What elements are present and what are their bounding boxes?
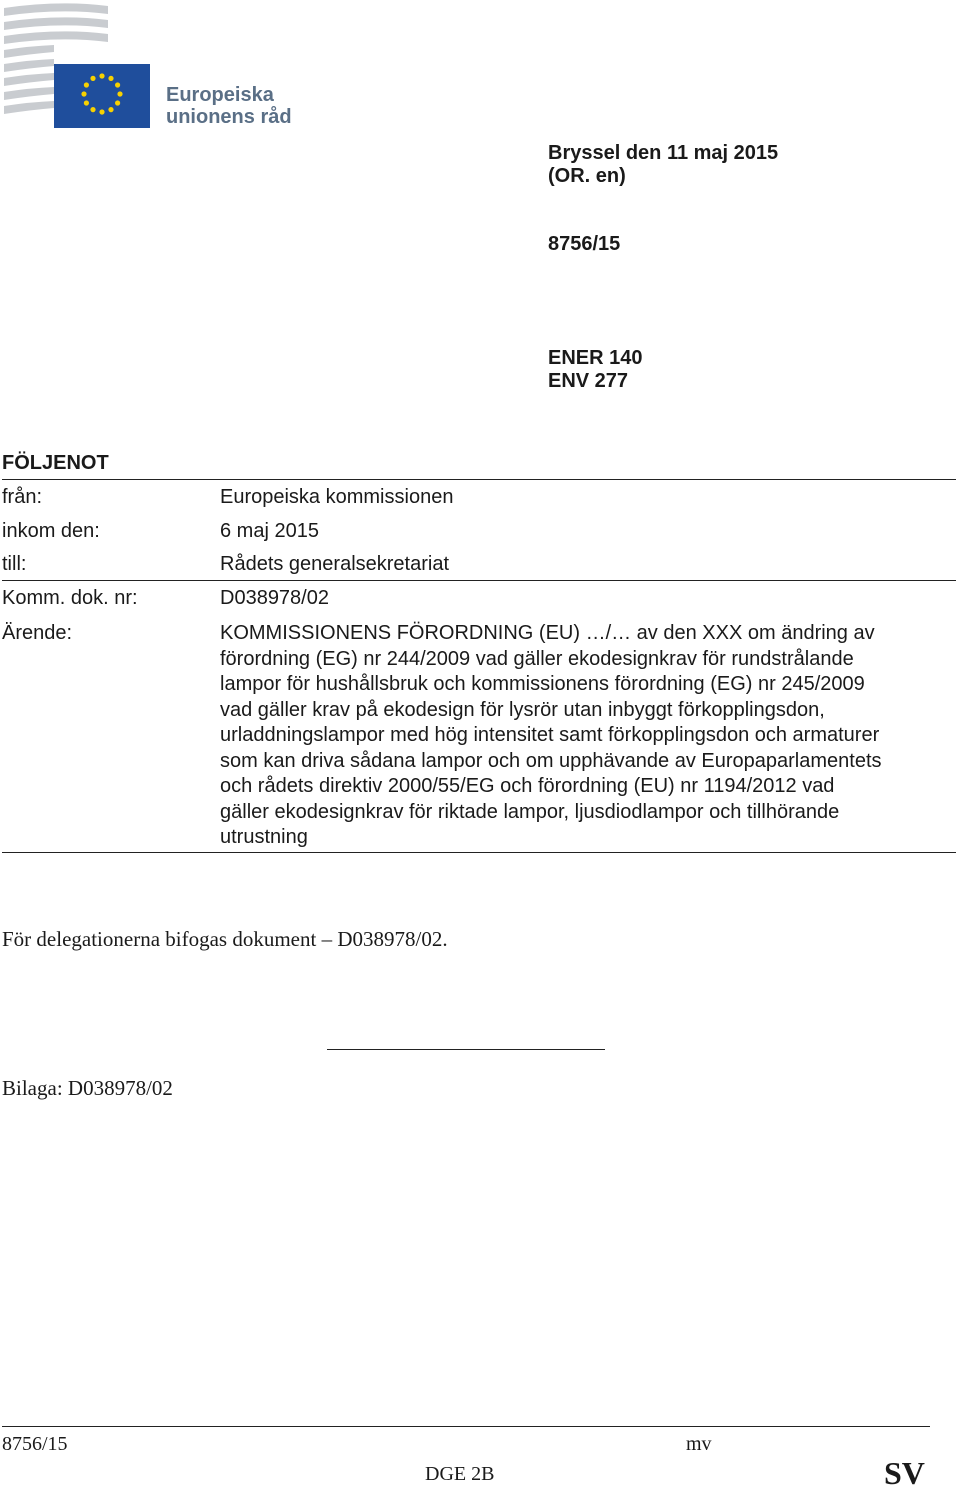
doc-number: 8756/15	[548, 233, 621, 255]
subject-line: förordning (EG) nr 244/2009 vad gäller ekodesignkrav för rundstrålande	[220, 647, 854, 670]
body-statement: För delegationerna bifogas dokument – D038978/02.	[2, 927, 448, 951]
field-value-received: 6 maj 2015	[220, 520, 319, 542]
logo-line-1: Europeiska	[166, 84, 274, 106]
code-ener: ENER 140	[548, 347, 643, 369]
field-value-to: Rådets generalsekretariat	[220, 553, 450, 575]
subject-line: KOMMISSIONENS FÖRORDNING (EU) …/… av den XXX om ändring av	[220, 622, 875, 644]
subject-text	[220, 621, 956, 851]
subject-line: som kan driva sådana lampor och om upphävande av Europaparlamentets	[220, 749, 882, 772]
council-logo	[0, 0, 320, 140]
footer-initials: mv	[686, 1433, 712, 1455]
place-date-block	[548, 142, 778, 188]
field-label-to: till:	[2, 553, 27, 575]
subject-line: lampor för hushållsbruk och kommissionens förordning (EG) nr 245/2009	[220, 673, 865, 695]
subject-line: utrustning	[220, 826, 308, 848]
subject-line: vad gäller krav på ekodesign för lysrör utan inbyggt förkopplingsdon,	[220, 698, 825, 721]
field-label-received: inkom den:	[2, 520, 100, 542]
footer-department: DGE 2B	[425, 1463, 495, 1485]
divider-middle	[2, 580, 956, 581]
doc-codes	[548, 347, 643, 393]
footer-divider	[2, 1426, 930, 1427]
divider-top	[2, 479, 956, 480]
cover-note-title: FÖLJENOT	[2, 452, 109, 474]
field-label-commission-doc: Komm. dok. nr:	[2, 587, 138, 609]
subject-line: urladdningslampor med hög intensitet samt förkopplingsdon och armaturer	[220, 724, 880, 746]
code-env: ENV 277	[548, 370, 629, 392]
field-label-from: från:	[2, 486, 43, 508]
footer-doc-number: 8756/15	[2, 1433, 68, 1455]
subject-line: gäller ekodesignkrav för riktade lampor, ljusdiodlampor och tillhörande	[220, 800, 840, 823]
field-value-from: Europeiska kommissionen	[220, 486, 454, 508]
divider-bottom	[2, 852, 956, 853]
attachment-line: Bilaga: D038978/02	[2, 1076, 173, 1100]
subject-line: och rådets direktiv 2000/55/EG och förordning (EU) nr 1194/2012 vad	[220, 775, 835, 797]
subject-label: Ärende:	[2, 622, 73, 644]
separator-line	[327, 1049, 605, 1050]
logo-line-2: unionens råd	[166, 106, 292, 128]
place-date: Bryssel den 11 maj 2015	[548, 142, 779, 164]
footer-language: SV	[884, 1455, 925, 1491]
original-language: (OR. en)	[548, 165, 626, 187]
field-value-commission-doc: D038978/02	[220, 587, 329, 609]
logo-wordmark	[166, 84, 292, 128]
